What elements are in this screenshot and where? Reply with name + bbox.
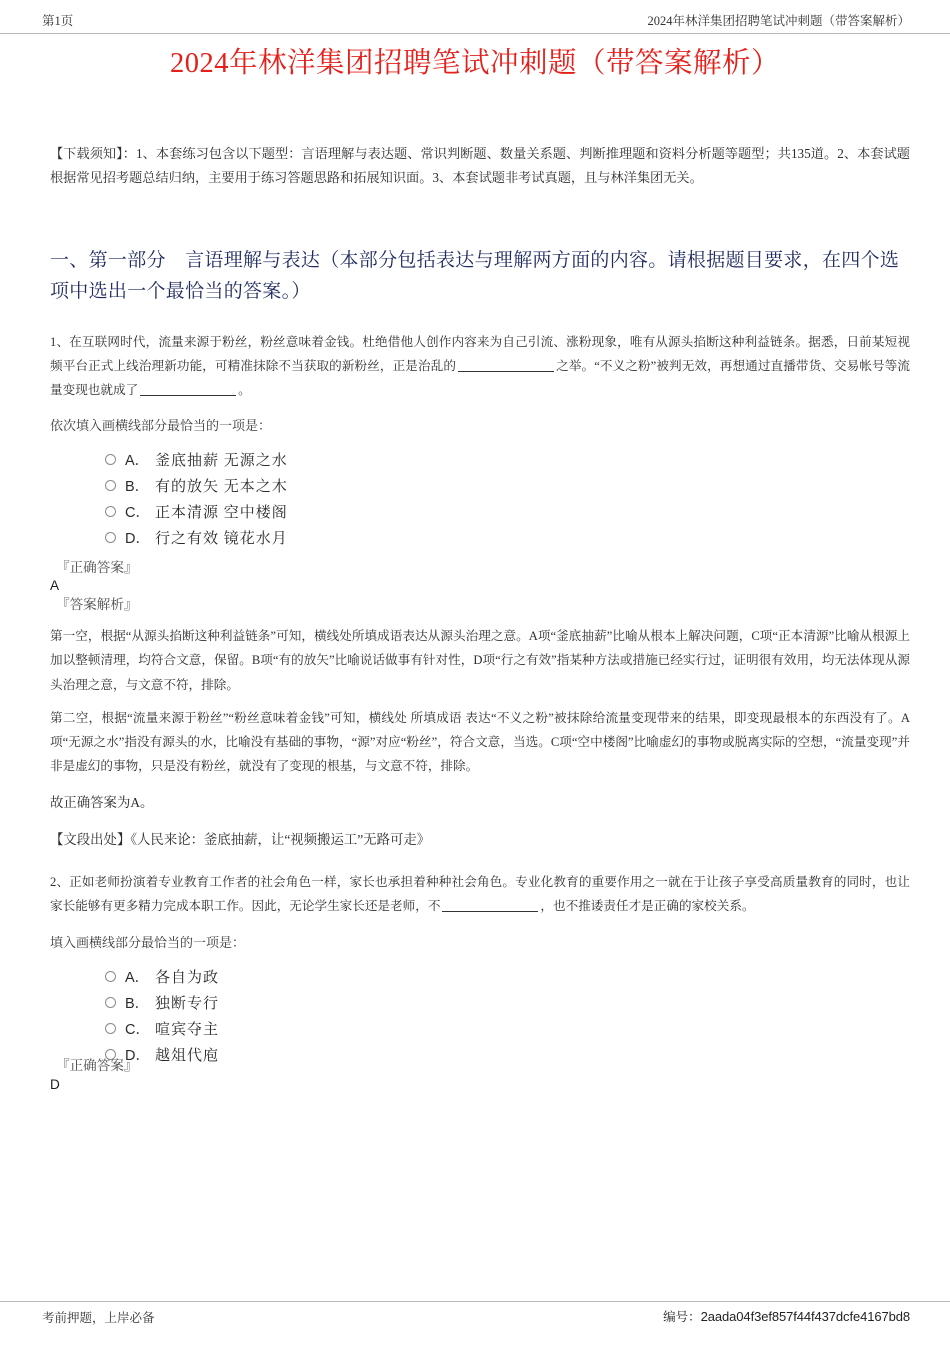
- page-number-label: 第1页: [42, 14, 74, 28]
- spacer: [50, 852, 910, 870]
- spacer: [50, 614, 910, 624]
- footer-code: [663, 1307, 910, 1325]
- running-header: [0, 10, 950, 34]
- section-heading-part-one: 一、第一部分 言语理解与表达（本部分包括表达与理解两方面的内容。请根据题目要求，在四个选项中选出一个最恰当的答案。）: [50, 250, 900, 302]
- document-content: [50, 142, 910, 1095]
- option-text: 独断专行: [155, 995, 220, 1012]
- footer-code-label: 编号：: [663, 1310, 701, 1324]
- question-2-answer-label: 『正确答案』: [56, 1058, 138, 1074]
- spacer: [50, 551, 910, 559]
- radio-button-icon[interactable]: [105, 480, 116, 491]
- option-row-b[interactable]: [50, 473, 910, 499]
- radio-button-icon[interactable]: [105, 532, 116, 543]
- option-letter: A．: [125, 453, 150, 470]
- question-2-options: [50, 963, 910, 1067]
- header-document-title: 2024年林洋集团招聘笔试冲刺题（带答案解析）: [647, 14, 910, 28]
- question-1-answer-label: 『正确答案』: [56, 559, 138, 575]
- question-1-options: [50, 447, 910, 551]
- question-1-conclusion: 故正确答案为A。: [50, 795, 154, 811]
- spacer: [50, 697, 910, 706]
- option-letter: C．: [125, 1021, 150, 1038]
- question-1-stem-text-b: 之举。“不义之粉”被判无效，再想通过直播带货、交易帐号等流量变现也就成了: [50, 358, 911, 397]
- question-1-stem-text-a: 1、在互联网时代，流量来源于粉丝，粉丝意味着金钱。杜绝借他人创作内容来为自己引流、涨粉现象，唯有从源头掐断这种利益链条。据悉，日前某短视频平台正式上线治理新功能，可精准抹除不当获取的新粉丝，正是治乱的: [50, 334, 910, 373]
- question-1-prompt: 依次填入画横线部分最恰当的一项是：: [50, 418, 272, 434]
- option-row-b[interactable]: [50, 989, 910, 1015]
- spacer: [50, 816, 910, 827]
- option-text: 釜底抽薪 无源之水: [155, 453, 288, 470]
- fill-blank-1: [458, 371, 554, 372]
- question-block-1: [50, 330, 910, 853]
- question-1-analysis-label: 『答案解析』: [56, 596, 138, 612]
- option-letter: A．: [125, 969, 150, 986]
- option-text: 喧宾夺主: [155, 1021, 220, 1038]
- question-2-stem-text-a: 2、正如老师扮演着专业教育工作者的社会角色一样，家长也承担着种种社会角色。专业化教育的重要作用之一就在于让孩子享受高质量教育的同时，也让家长能够有更多精力完成本职工作。因此，无论学生家长还是老师，不: [50, 875, 910, 914]
- question-2-answer-value: D: [50, 1076, 60, 1092]
- option-letter: D．: [125, 531, 150, 548]
- option-row-c[interactable]: [50, 499, 910, 525]
- running-footer: [0, 1301, 950, 1327]
- option-row-c[interactable]: [50, 1015, 910, 1041]
- spacer: [50, 919, 910, 931]
- option-row-a[interactable]: [50, 963, 910, 989]
- question-1-stem-text-c: 。: [238, 382, 251, 397]
- radio-button-icon[interactable]: [105, 454, 116, 465]
- question-1-analysis-paragraph-1: 第一空，根据“从源头掐断这种利益链条”可知，横线处所填成语表达从源头治理之意。A项“釜底抽薪”比喻从根本上解决问题，C项“正本清源”比喻从根源上加以整顿清理，均符合文意，保留。B项“有的放矢”比喻说话做事有针对性，D项“行之有效”指某种方法或措施已经实行过，证明很有效用，均无法体现从源头治理之意，与文意不符，排除。: [50, 629, 910, 692]
- radio-button-icon[interactable]: [105, 506, 116, 517]
- footer-slogan: 考前押题，上岸必备: [42, 1311, 155, 1325]
- question-2-stem: [50, 870, 910, 918]
- question-2-answer-area: [50, 1058, 910, 1095]
- footer-code-value: 2aada04f3ef857f44f437dcfe4167bd8: [700, 1309, 910, 1324]
- option-text: 正本清源 空中楼阁: [155, 505, 288, 522]
- download-notice: 【下载须知】：1、本套练习包含以下题型：言语理解与表达题、常识判断题、数量关系题、判断推理题和资料分析题等题型；共135道。2、本套试题根据常见招考题总结归纳，主要用于练习答题思路和拓展知识面。3、本套试题非考试真题，且与林洋集团无关。: [50, 146, 910, 186]
- question-1-source: 【文段出处】《人民来论：釜底抽薪，让“视频搬运工”无路可走》: [50, 831, 431, 847]
- fill-blank-1: [442, 911, 538, 912]
- option-text: 各自为政: [155, 969, 220, 986]
- question-1-answer-value: A: [50, 578, 60, 594]
- question-1-stem: [50, 330, 910, 403]
- option-row-d[interactable]: [50, 1041, 910, 1067]
- question-2-prompt: 填入画横线部分最恰当的一项是：: [50, 934, 246, 950]
- option-text: 行之有效 镜花水月: [155, 531, 288, 548]
- option-text: 越俎代庖: [155, 1047, 220, 1064]
- option-letter: B．: [125, 995, 150, 1012]
- page-title: 2024年林洋集团招聘笔试冲刺题（带答案解析）: [169, 48, 780, 79]
- option-row-d[interactable]: [50, 525, 910, 551]
- option-letter: B．: [125, 479, 150, 496]
- option-letter: C．: [125, 505, 150, 522]
- option-row-a[interactable]: [50, 447, 910, 473]
- option-letter: D．: [125, 1047, 150, 1064]
- radio-button-icon[interactable]: [105, 1023, 116, 1034]
- spacer: [50, 190, 910, 246]
- question-2-stem-text-b: ，也不推诿责任才是正确的家校关系。: [540, 899, 755, 914]
- option-text: 有的放矢 无本之木: [155, 479, 288, 496]
- fill-blank-2: [140, 395, 236, 396]
- question-block-2: [50, 870, 910, 1095]
- question-2-answer-block: [50, 1057, 138, 1094]
- radio-button-icon[interactable]: [105, 997, 116, 1008]
- spacer: [50, 778, 910, 790]
- spacer: [50, 308, 910, 330]
- spacer: [50, 402, 910, 414]
- question-1-analysis-paragraph-2: 第二空，根据“流量来源于粉丝”“粉丝意味着金钱”可知，横线处 所填成语 表达“不义之粉”被抹除给流量变现带来的结果，即变现最根本的东西没有了。A项“无源之水”指没有源头的水，比喻没有基础的事物，“源”对应“粉丝”，符合文意，当选。C项“空中楼阁”比喻虚幻的事物或脱离实际的空想，“流量变现”并非是虚幻的事物，只是没有粉丝，就没有了变现的根基，与文意不符，排除。: [50, 710, 910, 774]
- radio-button-icon[interactable]: [105, 971, 116, 982]
